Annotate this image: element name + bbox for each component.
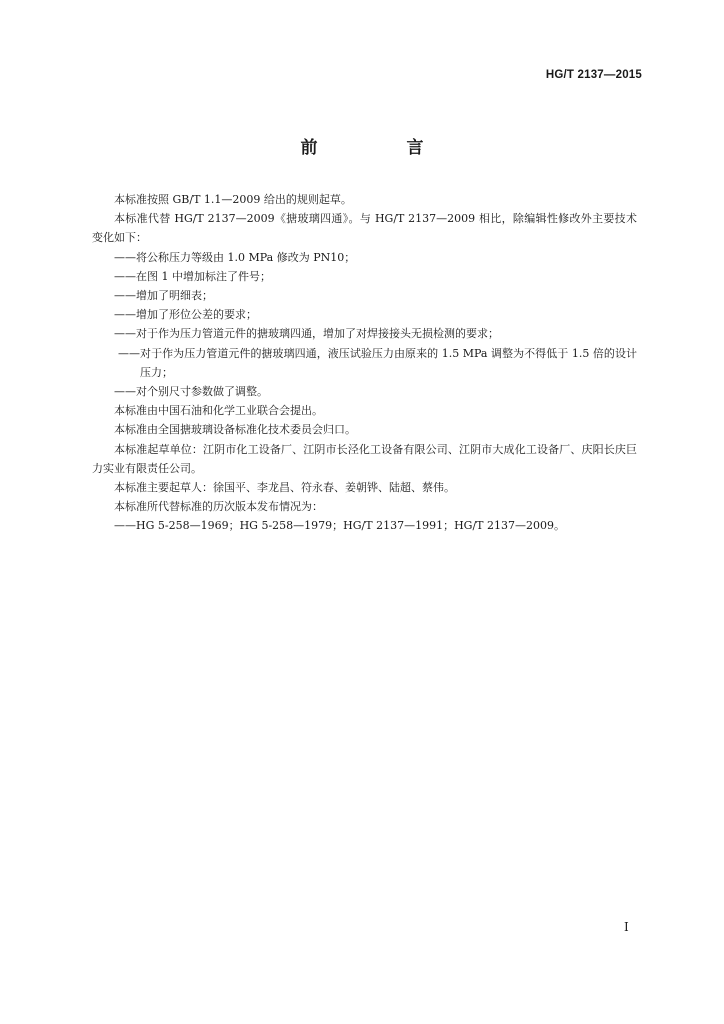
standard-code: HG/T 2137—2015 [545, 69, 642, 81]
paragraph-replacement: 本标准代替 HG/T 2137—2009《搪玻璃四通》。与 HG/T 2137—2009 相比，除编辑性修改外主要技术变化如下： [92, 212, 637, 245]
change-item: ——将公称压力等级由 1.0 MPa 修改为 PN10； [114, 250, 356, 264]
change-item: ——对个别尺寸参数做了调整。 [114, 385, 268, 399]
change-item: ——在图 1 中增加标注了件号； [114, 269, 271, 283]
paragraph-drafters: 本标准主要起草人：徐国平、李龙昌、符永春、姜朝铧、陆超、蔡伟。 [114, 481, 455, 495]
page-number: Ⅰ [624, 920, 629, 934]
paragraph-proposer: 本标准由中国石油和化学工业联合会提出。 [114, 404, 323, 418]
page-title: 前 言 [300, 138, 460, 158]
paragraph-drafting-units: 本标准起草单位：江阴市化工设备厂、江阴市长泾化工设备有限公司、江阴市大成化工设备厂、庆阳长庆巨力实业有限责任公司。 [92, 442, 637, 475]
change-item: ——增加了明细表； [114, 289, 213, 303]
paragraph-history-intro: 本标准所代替标准的历次版本发布情况为： [114, 500, 323, 514]
history-list: ——HG 5-258—1969；HG 5-258—1979；HG/T 2137—1991；HG/T 2137—2009。 [114, 519, 565, 533]
change-item: ——对于作为压力管道元件的搪玻璃四通，液压试验压力由原来的 1.5 MPa 调整为不得低于 1.5 倍的设计压力； [118, 346, 637, 379]
paragraph-committee: 本标准由全国搪玻璃设备标准化技术委员会归口。 [114, 423, 356, 437]
change-item: ——对于作为压力管道元件的搪玻璃四通，增加了对焊接接头无损检测的要求； [114, 327, 499, 341]
paragraph-drafting-rules: 本标准按照 GB/T 1.1—2009 给出的规则起草。 [114, 193, 352, 206]
change-item: ——增加了形位公差的要求； [114, 308, 257, 322]
foreword-body [92, 190, 637, 536]
